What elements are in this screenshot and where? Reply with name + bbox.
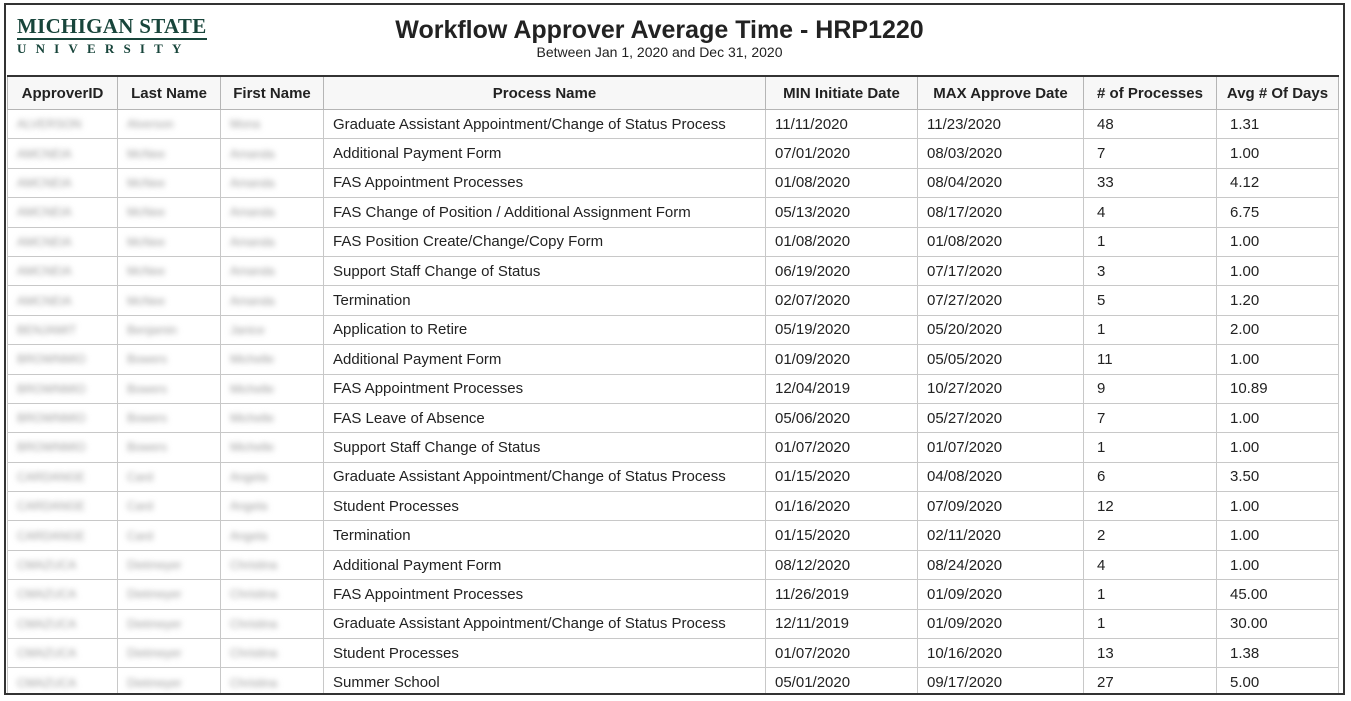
approver-id-cell: CARDANGE: [8, 492, 118, 521]
min-initiate-date-cell: 01/08/2020: [766, 168, 918, 197]
table-row[interactable]: [8, 256, 1339, 285]
logo-line2: UNIVERSITY: [17, 41, 191, 56]
report-frame: [4, 3, 1345, 695]
min-initiate-date-cell: 11/11/2020: [766, 110, 918, 139]
avg-days-cell: 1.00: [1217, 433, 1339, 462]
process-name-cell: Graduate Assistant Appointment/Change of Status Process: [324, 110, 766, 139]
approver-id-cell: AMCNEIA: [8, 256, 118, 285]
table-row[interactable]: [8, 315, 1339, 344]
last-name-cell: McNee: [118, 227, 221, 256]
report-header: [6, 5, 1343, 77]
last-name-cell: Bowers: [118, 433, 221, 462]
first-name-cell: Christina: [221, 639, 324, 668]
avg-days-cell: 10.89: [1217, 374, 1339, 403]
approver-id-cell: BROWNMIO: [8, 374, 118, 403]
max-approve-date-cell: 08/17/2020: [918, 198, 1084, 227]
max-approve-date-cell: 07/09/2020: [918, 492, 1084, 521]
max-approve-date-cell: 09/17/2020: [918, 668, 1084, 695]
avg-days-cell: 1.00: [1217, 139, 1339, 168]
max-approve-date-cell: 01/09/2020: [918, 580, 1084, 609]
last-name-cell: Card: [118, 462, 221, 491]
first-name-cell: Amanda: [221, 139, 324, 168]
first-name-cell: Amanda: [221, 168, 324, 197]
min-initiate-date-cell: 01/07/2020: [766, 639, 918, 668]
table-row[interactable]: [8, 139, 1339, 168]
approver-id-cell: ALVERSON: [8, 110, 118, 139]
approver-id-cell: CMAZUCA: [8, 639, 118, 668]
process-count-cell: 1: [1084, 227, 1217, 256]
approver-id-cell: CMAZUCA: [8, 580, 118, 609]
process-name-cell: Graduate Assistant Appointment/Change of Status Process: [324, 462, 766, 491]
avg-days-cell: 45.00: [1217, 580, 1339, 609]
table-row[interactable]: [8, 668, 1339, 695]
first-name-cell: Amanda: [221, 227, 324, 256]
process-count-cell: 2: [1084, 521, 1217, 550]
col-last-name[interactable]: Last Name: [118, 76, 221, 110]
first-name-cell: Amanda: [221, 198, 324, 227]
avg-days-cell: 1.00: [1217, 345, 1339, 374]
table-row[interactable]: [8, 492, 1339, 521]
approver-id-cell: CMAZUCA: [8, 609, 118, 638]
process-count-cell: 1: [1084, 580, 1217, 609]
process-count-cell: 7: [1084, 403, 1217, 432]
table-header-row: [8, 76, 1339, 110]
process-count-cell: 3: [1084, 256, 1217, 285]
approver-id-cell: BROWNMIO: [8, 433, 118, 462]
col-process-count[interactable]: # of Processes: [1084, 76, 1217, 110]
max-approve-date-cell: 08/03/2020: [918, 139, 1084, 168]
table-row[interactable]: [8, 345, 1339, 374]
approver-id-cell: BENJAMIT: [8, 315, 118, 344]
table-row[interactable]: [8, 521, 1339, 550]
process-count-cell: 1: [1084, 433, 1217, 462]
avg-days-cell: 4.12: [1217, 168, 1339, 197]
min-initiate-date-cell: 12/04/2019: [766, 374, 918, 403]
process-name-cell: Summer School: [324, 668, 766, 695]
col-avg-days[interactable]: Avg # Of Days: [1217, 76, 1339, 110]
last-name-cell: Dietmeyer: [118, 609, 221, 638]
min-initiate-date-cell: 06/19/2020: [766, 256, 918, 285]
max-approve-date-cell: 08/24/2020: [918, 550, 1084, 579]
last-name-cell: McNee: [118, 168, 221, 197]
max-approve-date-cell: 07/27/2020: [918, 286, 1084, 315]
approver-id-cell: CMAZUCA: [8, 668, 118, 695]
table-row[interactable]: [8, 374, 1339, 403]
report-subtitle: Between Jan 1, 2020 and Dec 31, 2020: [536, 44, 783, 60]
last-name-cell: Dietmeyer: [118, 668, 221, 695]
table-row[interactable]: [8, 227, 1339, 256]
last-name-cell: Dietmeyer: [118, 550, 221, 579]
avg-days-cell: 1.31: [1217, 110, 1339, 139]
first-name-cell: Angela: [221, 521, 324, 550]
min-initiate-date-cell: 01/15/2020: [766, 521, 918, 550]
table-row[interactable]: [8, 286, 1339, 315]
process-count-cell: 12: [1084, 492, 1217, 521]
avg-days-cell: 1.00: [1217, 492, 1339, 521]
process-count-cell: 11: [1084, 345, 1217, 374]
process-count-cell: 1: [1084, 609, 1217, 638]
process-count-cell: 7: [1084, 139, 1217, 168]
max-approve-date-cell: 01/08/2020: [918, 227, 1084, 256]
min-initiate-date-cell: 07/01/2020: [766, 139, 918, 168]
approver-id-cell: AMCNEIA: [8, 286, 118, 315]
avg-days-cell: 1.20: [1217, 286, 1339, 315]
approver-id-cell: BROWNMIO: [8, 345, 118, 374]
process-name-cell: FAS Leave of Absence: [324, 403, 766, 432]
first-name-cell: Amanda: [221, 286, 324, 315]
approver-id-cell: AMCNEIA: [8, 139, 118, 168]
avg-days-cell: 1.00: [1217, 256, 1339, 285]
avg-days-cell: 1.00: [1217, 403, 1339, 432]
logo-line1: MICHIGAN STATE: [17, 14, 207, 38]
max-approve-date-cell: 01/09/2020: [918, 609, 1084, 638]
min-initiate-date-cell: 11/26/2019: [766, 580, 918, 609]
last-name-cell: Card: [118, 492, 221, 521]
last-name-cell: Bowers: [118, 403, 221, 432]
max-approve-date-cell: 08/04/2020: [918, 168, 1084, 197]
avg-days-cell: 1.00: [1217, 550, 1339, 579]
min-initiate-date-cell: 01/08/2020: [766, 227, 918, 256]
process-count-cell: 6: [1084, 462, 1217, 491]
first-name-cell: Michelle: [221, 374, 324, 403]
max-approve-date-cell: 10/27/2020: [918, 374, 1084, 403]
min-initiate-date-cell: 08/12/2020: [766, 550, 918, 579]
min-initiate-date-cell: 05/01/2020: [766, 668, 918, 695]
max-approve-date-cell: 10/16/2020: [918, 639, 1084, 668]
avg-days-cell: 2.00: [1217, 315, 1339, 344]
first-name-cell: Christina: [221, 668, 324, 695]
col-approver-id[interactable]: ApproverID: [8, 76, 118, 110]
first-name-cell: Michelle: [221, 433, 324, 462]
max-approve-date-cell: 11/23/2020: [918, 110, 1084, 139]
last-name-cell: Bowers: [118, 345, 221, 374]
process-name-cell: FAS Appointment Processes: [324, 168, 766, 197]
last-name-cell: McNee: [118, 198, 221, 227]
process-name-cell: FAS Appointment Processes: [324, 580, 766, 609]
avg-days-cell: 6.75: [1217, 198, 1339, 227]
process-count-cell: 1: [1084, 315, 1217, 344]
table-row[interactable]: [8, 639, 1339, 668]
col-min-initiate-date[interactable]: MIN Initiate Date: [766, 76, 918, 110]
max-approve-date-cell: 02/11/2020: [918, 521, 1084, 550]
process-count-cell: 5: [1084, 286, 1217, 315]
last-name-cell: Dietmeyer: [118, 580, 221, 609]
process-name-cell: Additional Payment Form: [324, 345, 766, 374]
approver-id-cell: BROWNMIO: [8, 403, 118, 432]
avg-days-cell: 5.00: [1217, 668, 1339, 695]
approver-id-cell: CARDANGE: [8, 462, 118, 491]
min-initiate-date-cell: 05/06/2020: [766, 403, 918, 432]
first-name-cell: Janice: [221, 315, 324, 344]
process-name-cell: FAS Change of Position / Additional Assignment Form: [324, 198, 766, 227]
process-count-cell: 13: [1084, 639, 1217, 668]
process-count-cell: 9: [1084, 374, 1217, 403]
max-approve-date-cell: 05/05/2020: [918, 345, 1084, 374]
last-name-cell: Bowers: [118, 374, 221, 403]
avg-days-cell: 1.00: [1217, 521, 1339, 550]
first-name-cell: Angela: [221, 492, 324, 521]
max-approve-date-cell: 01/07/2020: [918, 433, 1084, 462]
approver-id-cell: CMAZUCA: [8, 550, 118, 579]
table-row[interactable]: [8, 462, 1339, 491]
last-name-cell: Dietmeyer: [118, 639, 221, 668]
first-name-cell: Christina: [221, 580, 324, 609]
table-row[interactable]: [8, 433, 1339, 462]
process-name-cell: Student Processes: [324, 639, 766, 668]
table-body: [8, 110, 1339, 696]
process-name-cell: Application to Retire: [324, 315, 766, 344]
table-row[interactable]: [8, 609, 1339, 638]
report-title: Workflow Approver Average Time - HRP1220: [395, 16, 924, 44]
first-name-cell: Michelle: [221, 403, 324, 432]
max-approve-date-cell: 04/08/2020: [918, 462, 1084, 491]
process-count-cell: 33: [1084, 168, 1217, 197]
col-max-approve-date[interactable]: MAX Approve Date: [918, 76, 1084, 110]
avg-days-cell: 30.00: [1217, 609, 1339, 638]
process-name-cell: Termination: [324, 521, 766, 550]
process-name-cell: Support Staff Change of Status: [324, 433, 766, 462]
first-name-cell: Michelle: [221, 345, 324, 374]
avg-days-cell: 3.50: [1217, 462, 1339, 491]
process-count-cell: 4: [1084, 198, 1217, 227]
approver-id-cell: AMCNEIA: [8, 198, 118, 227]
first-name-cell: Christina: [221, 609, 324, 638]
first-name-cell: Amanda: [221, 256, 324, 285]
first-name-cell: Angela: [221, 462, 324, 491]
process-name-cell: Student Processes: [324, 492, 766, 521]
table-row[interactable]: [8, 403, 1339, 432]
process-name-cell: Graduate Assistant Appointment/Change of Status Process: [324, 609, 766, 638]
process-name-cell: Additional Payment Form: [324, 550, 766, 579]
table-row[interactable]: [8, 550, 1339, 579]
process-name-cell: Support Staff Change of Status: [324, 256, 766, 285]
last-name-cell: McNee: [118, 286, 221, 315]
min-initiate-date-cell: 01/09/2020: [766, 345, 918, 374]
process-name-cell: Additional Payment Form: [324, 139, 766, 168]
col-process-name[interactable]: Process Name: [324, 76, 766, 110]
process-count-cell: 27: [1084, 668, 1217, 695]
title-block: [6, 16, 1343, 60]
process-name-cell: FAS Appointment Processes: [324, 374, 766, 403]
approver-id-cell: CARDANGE: [8, 521, 118, 550]
max-approve-date-cell: 07/17/2020: [918, 256, 1084, 285]
approver-table: [7, 75, 1339, 695]
col-first-name[interactable]: First Name: [221, 76, 324, 110]
table-row[interactable]: [8, 580, 1339, 609]
max-approve-date-cell: 05/27/2020: [918, 403, 1084, 432]
process-count-cell: 4: [1084, 550, 1217, 579]
process-name-cell: Termination: [324, 286, 766, 315]
first-name-cell: Christina: [221, 550, 324, 579]
table-row[interactable]: [8, 198, 1339, 227]
last-name-cell: McNee: [118, 139, 221, 168]
approver-id-cell: AMCNEIA: [8, 227, 118, 256]
min-initiate-date-cell: 02/07/2020: [766, 286, 918, 315]
max-approve-date-cell: 05/20/2020: [918, 315, 1084, 344]
process-name-cell: FAS Position Create/Change/Copy Form: [324, 227, 766, 256]
min-initiate-date-cell: 01/07/2020: [766, 433, 918, 462]
process-count-cell: 48: [1084, 110, 1217, 139]
min-initiate-date-cell: 01/16/2020: [766, 492, 918, 521]
min-initiate-date-cell: 12/11/2019: [766, 609, 918, 638]
avg-days-cell: 1.38: [1217, 639, 1339, 668]
last-name-cell: McNee: [118, 256, 221, 285]
min-initiate-date-cell: 01/15/2020: [766, 462, 918, 491]
last-name-cell: Benjamin: [118, 315, 221, 344]
min-initiate-date-cell: 05/19/2020: [766, 315, 918, 344]
approver-id-cell: AMCNEIA: [8, 168, 118, 197]
last-name-cell: Card: [118, 521, 221, 550]
table-row[interactable]: [8, 168, 1339, 197]
table-row[interactable]: [8, 110, 1339, 139]
last-name-cell: Alverson: [118, 110, 221, 139]
first-name-cell: Mona: [221, 110, 324, 139]
min-initiate-date-cell: 05/13/2020: [766, 198, 918, 227]
avg-days-cell: 1.00: [1217, 227, 1339, 256]
